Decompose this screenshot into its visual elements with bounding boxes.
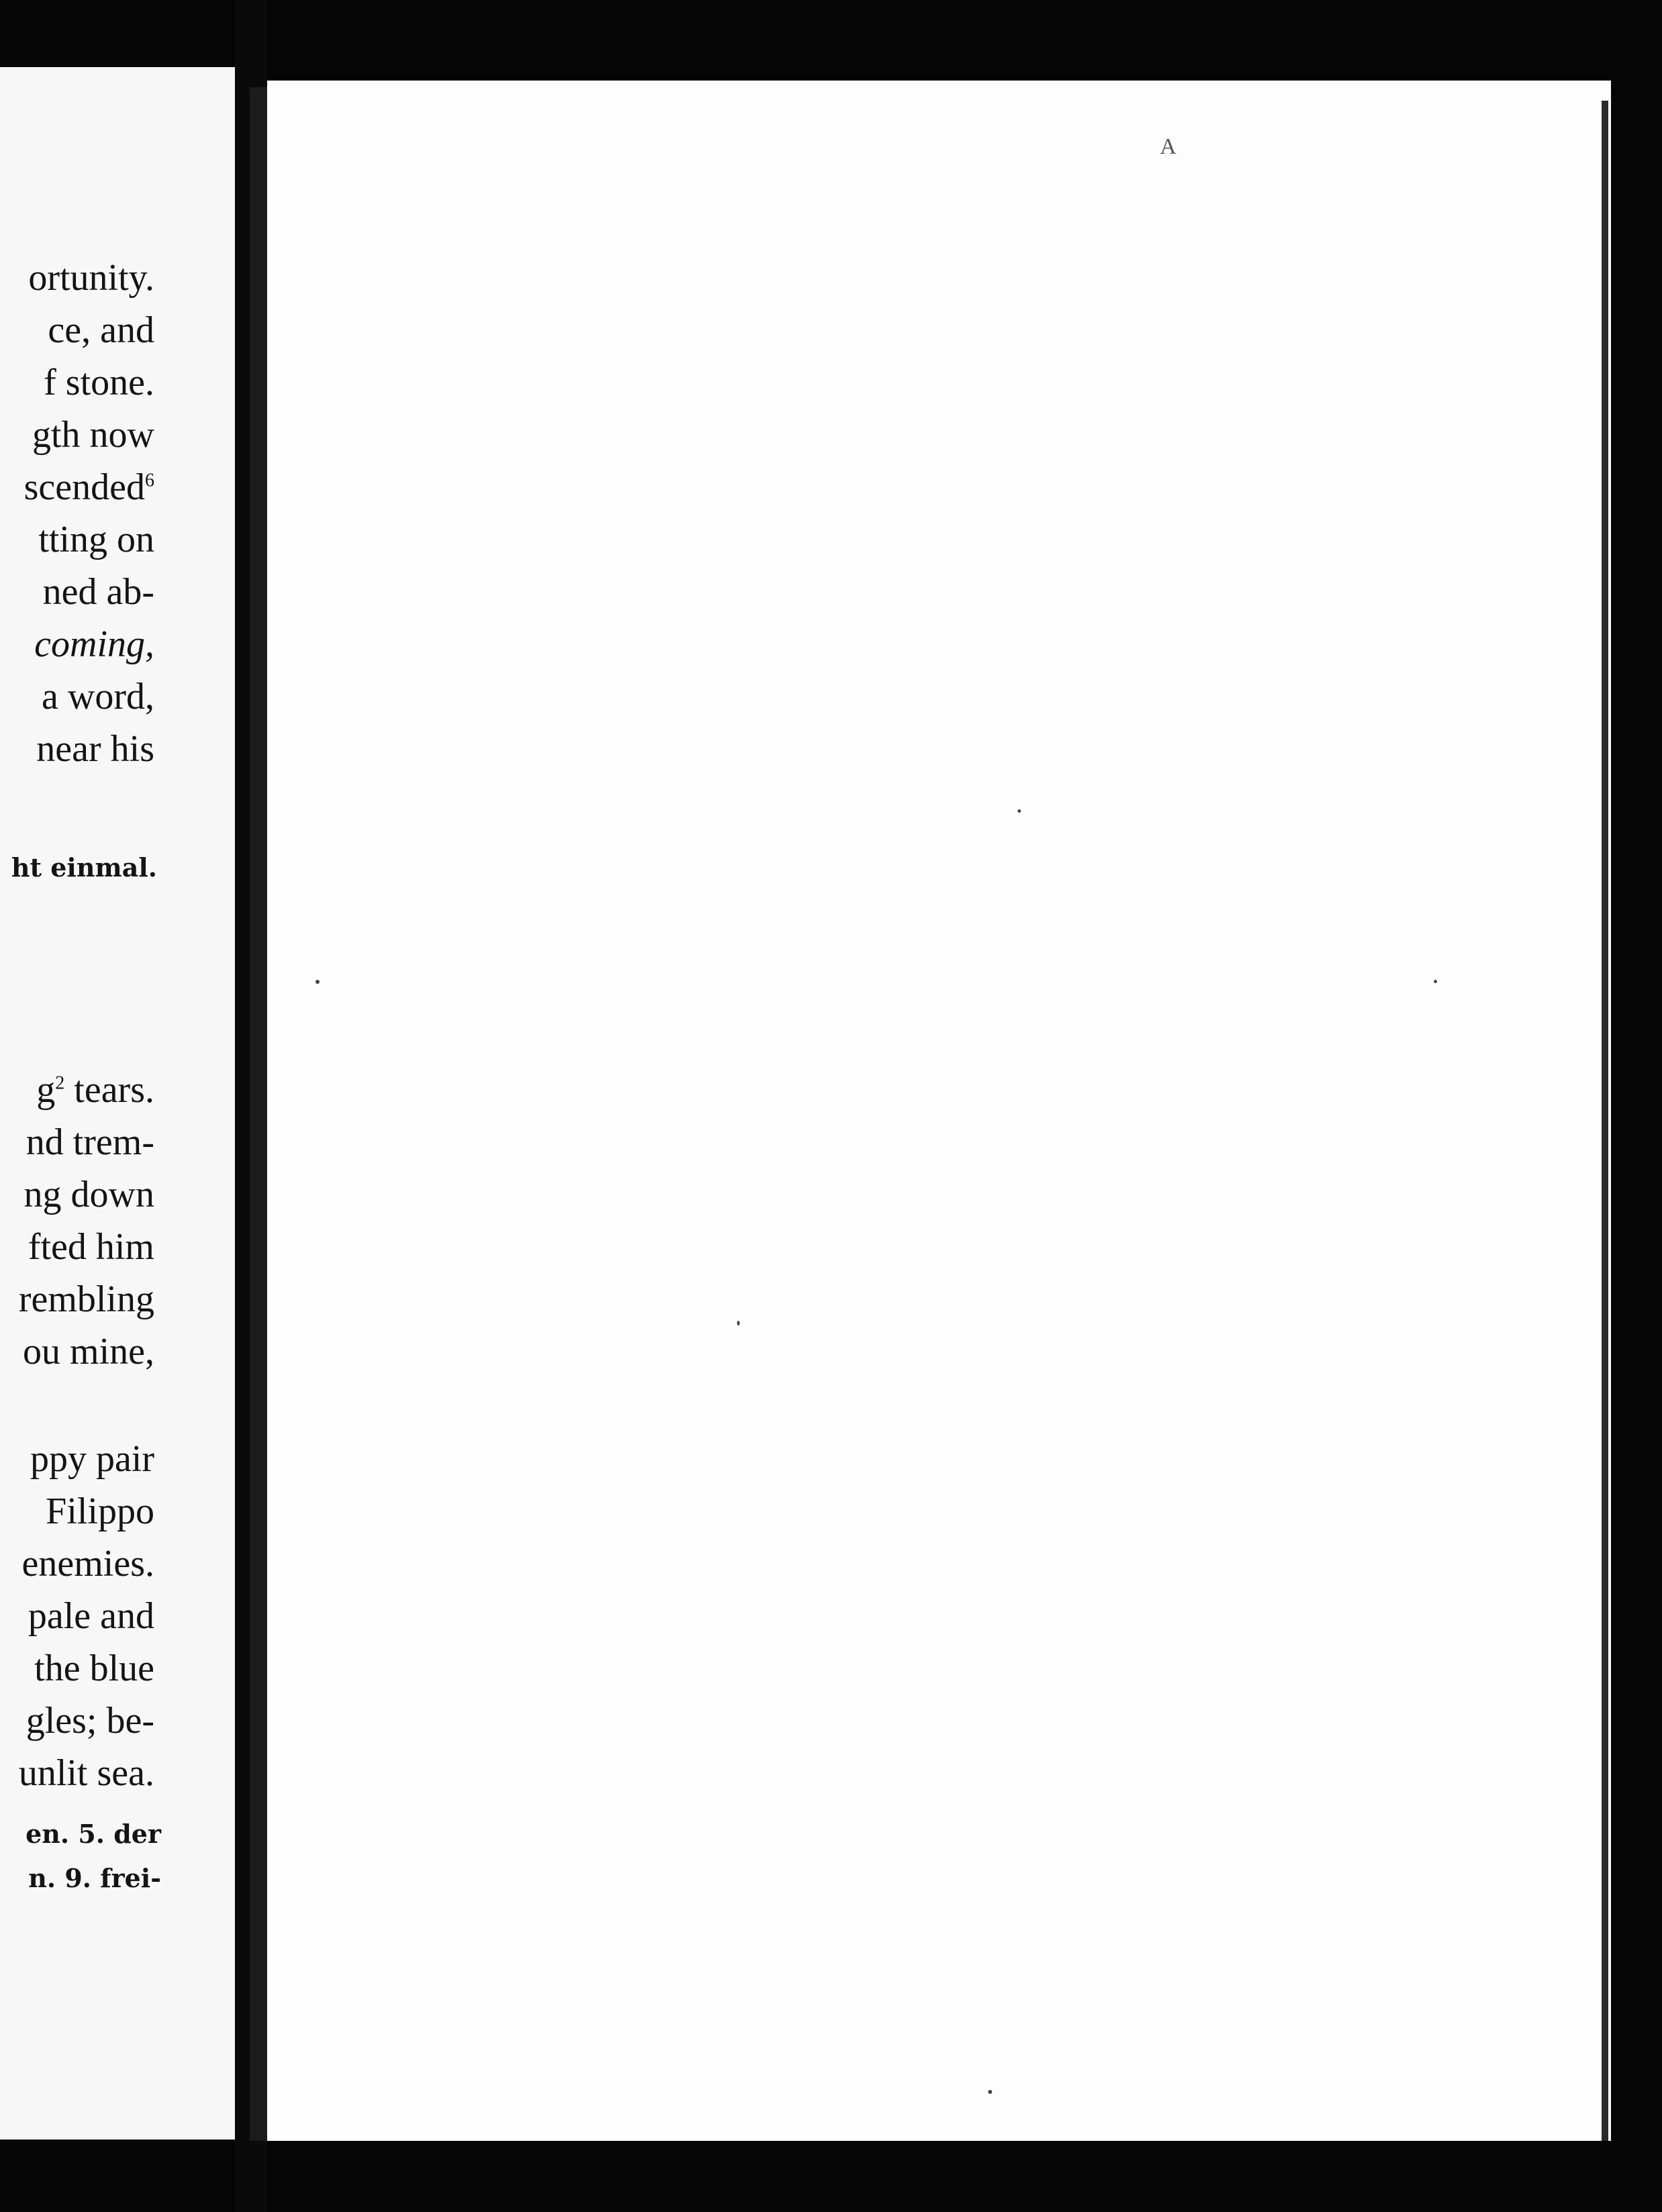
footnote-line: n. 9. frei-	[28, 1863, 161, 1893]
right-page-blank	[267, 81, 1611, 2141]
speck	[315, 980, 320, 984]
footnote-line: en. 5. der	[26, 1819, 161, 1849]
text-line: ng down	[23, 1174, 154, 1215]
text-line: gth now	[32, 414, 154, 456]
text-line: coming,	[34, 623, 154, 665]
footnote-marker: 6	[145, 470, 154, 491]
text-line: fted him	[28, 1226, 154, 1268]
left-page	[0, 67, 236, 2140]
page-edge	[1602, 101, 1608, 2141]
text-segment: scended	[23, 466, 145, 508]
text-line: ppy pair	[30, 1438, 154, 1480]
text-line: ortunity.	[28, 257, 154, 299]
text-line: unlit sea.	[18, 1752, 154, 1794]
text-line	[36, 1068, 154, 1111]
text-line: ned ab-	[42, 571, 154, 613]
text-line: enemies.	[21, 1543, 154, 1585]
text-line: gles; be-	[26, 1700, 154, 1742]
text-line: pale and	[28, 1595, 154, 1637]
text-segment: g	[36, 1069, 56, 1111]
text-line: Filippo	[46, 1491, 154, 1532]
spine-edge	[250, 87, 267, 2141]
text-line: ou mine,	[23, 1331, 154, 1372]
footnote-line: ht einmal.	[11, 852, 157, 883]
text-segment: tears.	[64, 1069, 154, 1111]
page-mark: A	[1160, 134, 1177, 159]
text-line: f stone.	[44, 362, 154, 403]
text-line: a word,	[42, 676, 154, 717]
text-line: nd trem-	[26, 1121, 154, 1163]
text-line	[24, 466, 154, 509]
speck	[988, 2090, 992, 2094]
text-line: rembling	[18, 1278, 154, 1320]
text-line: the blue	[34, 1648, 154, 1689]
speck	[1434, 980, 1437, 983]
speck	[1018, 809, 1021, 813]
text-line: tting on	[38, 519, 154, 560]
text-line: near his	[36, 728, 154, 770]
footnote-marker: 2	[55, 1072, 65, 1094]
speck	[737, 1321, 740, 1325]
text-line: ce, and	[48, 309, 154, 351]
